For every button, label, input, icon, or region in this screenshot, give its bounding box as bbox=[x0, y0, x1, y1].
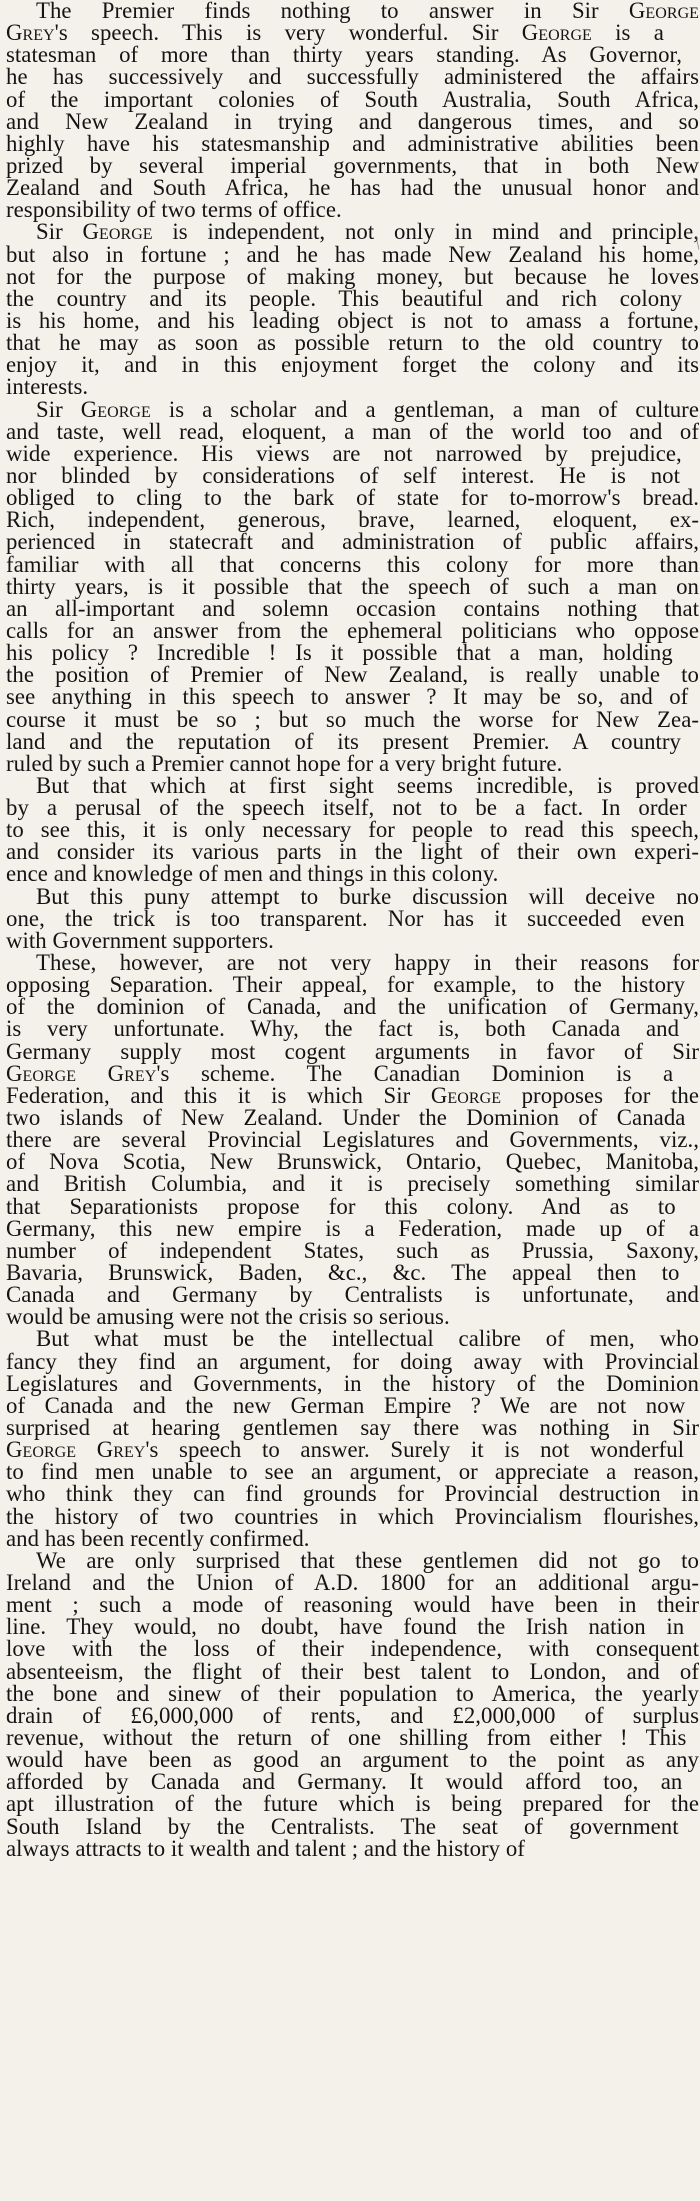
text-line: always attracts to it wealth and talent ; and the history of bbox=[6, 1835, 525, 1861]
text-line: is his home, and his leading object is not to amass a fortune, bbox=[6, 307, 699, 333]
text-line: one, the trick is too transparent. Nor has it succeeded even bbox=[6, 905, 685, 931]
text-line: But that which at first sight seems incredible, is proved bbox=[36, 772, 699, 798]
text-line: enjoy it, and in this enjoyment forget the colony and its bbox=[6, 352, 699, 378]
text-line: would be amusing were not the crisis so serious. bbox=[6, 1304, 450, 1330]
text-line: he has successively and successfully administered the affairs bbox=[6, 64, 699, 90]
text-line: wide experience. His views are not narrowed by prejudice, bbox=[6, 440, 682, 466]
text-line: Sir George is a scholar and a gentleman, a man of culture bbox=[36, 396, 699, 422]
text-line: calls for an answer from the ephemeral politicians who oppose bbox=[6, 617, 699, 643]
text-line: and New Zealand in trying and dangerous times, and so bbox=[6, 108, 699, 134]
text-line: two islands of New Zealand. Under the Dominion of Canada bbox=[6, 1105, 686, 1131]
text-line: Legislatures and Governments, in the history of the Dominion bbox=[6, 1370, 699, 1396]
text-line: absenteeism, the flight of their best talent to London, and of bbox=[6, 1658, 699, 1684]
text-line: there are several Provincial Legislatures and Governments, viz., bbox=[6, 1127, 699, 1153]
article-paragraph bbox=[6, 952, 699, 1328]
article-paragraph bbox=[6, 883, 699, 953]
text-line: ment ; such a mode of reasoning would have been in their bbox=[6, 1592, 699, 1618]
text-line: afforded by Canada and Germany. It would afford too, an bbox=[6, 1769, 683, 1795]
text-line: the position of Premier of New Zealand, is really unable to bbox=[6, 662, 699, 688]
article-paragraph bbox=[6, 1328, 699, 1549]
text-line: by a perusal of the speech itself, not to be a fact. In order bbox=[6, 795, 687, 821]
text-line: an all-important and solemn occasion contains nothing that bbox=[6, 595, 699, 621]
text-line: revenue, without the return of one shilling from either ! This bbox=[6, 1724, 687, 1750]
text-line: of the dominion of Canada, and the unification of Germany, bbox=[6, 994, 699, 1020]
text-line: apt illustration of the future which is being prepared for the bbox=[6, 1791, 699, 1817]
text-line: and consider its various parts in the light of their own experi- bbox=[6, 839, 699, 865]
text-line: the bone and sinew of their population to America, the yearly bbox=[6, 1680, 699, 1706]
text-line: thirty years, is it possible that the speech of such a man on bbox=[6, 573, 699, 599]
text-line: George Grey's speech to answer. Surely it is not wonderful bbox=[6, 1437, 685, 1463]
text-line: Grey's speech. This is very wonderful. Sir George is a bbox=[6, 20, 664, 46]
text-line: Zealand and South Africa, he has had the unusual honor and bbox=[6, 175, 699, 201]
text-line: fancy they find an argument, for doing away with Provincial bbox=[6, 1348, 699, 1374]
article-paragraph bbox=[6, 221, 699, 398]
text-line: Ireland and the Union of A.D. 1800 for an additional argu- bbox=[6, 1569, 699, 1595]
text-line: drain of £6,000,000 of rents, and £2,000,000 of surplus bbox=[6, 1702, 699, 1728]
text-line: Rich, independent, generous, brave, learned, eloquent, ex- bbox=[6, 507, 699, 533]
text-line: the country and its people. This beautiful and rich colony bbox=[6, 285, 683, 311]
text-line: nor blinded by considerations of self interest. He is not bbox=[6, 462, 680, 488]
article-paragraph bbox=[6, 772, 699, 887]
text-line: prized by several imperial governments, that in both New bbox=[6, 152, 699, 178]
text-line: of Canada and the new German Empire ? We are not now bbox=[6, 1392, 686, 1418]
text-line: familiar with all that concerns this colony for more than bbox=[6, 551, 699, 577]
text-line: Germany supply most cogent arguments in favor of Sir bbox=[6, 1038, 699, 1064]
article-column bbox=[6, 0, 699, 1860]
text-line: Bavaria, Brunswick, Baden, &c., &c. The appeal then to bbox=[6, 1260, 680, 1286]
text-line: We are only surprised that these gentlemen did not go to bbox=[36, 1547, 699, 1573]
text-line: see anything in this speech to answer ? It may be so, and of bbox=[6, 684, 689, 710]
text-line: but also in fortune ; and he has made New Zealand his home, bbox=[6, 241, 699, 267]
small-caps-name: Grey bbox=[96, 1437, 146, 1463]
text-line: South Island by the Centralists. The seat of government bbox=[6, 1813, 679, 1839]
text-line: perienced in statecraft and administration of public affairs, bbox=[6, 529, 699, 555]
text-line: Germany, this new empire is a Federation, made up of a bbox=[6, 1215, 699, 1241]
text-line: ence and knowledge of men and things in this colony. bbox=[6, 861, 499, 887]
small-caps-name: Grey bbox=[107, 1060, 157, 1086]
text-line: and has been recently confirmed. bbox=[6, 1525, 310, 1551]
small-caps-name: George bbox=[521, 20, 592, 46]
text-line: opposing Separation. Their appeal, for example, to the history bbox=[6, 972, 686, 998]
text-line: number of independent States, such as Prussia, Saxony, bbox=[6, 1237, 699, 1263]
text-line: of the important colonies of South Australia, South Africa, bbox=[6, 86, 699, 112]
text-line: love with the loss of their independence, with consequent bbox=[6, 1636, 699, 1662]
text-line: The Premier finds nothing to answer in Sir George bbox=[36, 0, 699, 23]
text-line: to find men unable to see an argument, or appreciate a reason, bbox=[6, 1459, 699, 1485]
text-line: not for the purpose of making money, but because he loves bbox=[6, 263, 699, 289]
text-line: that he may as soon as possible return to the old country to bbox=[6, 330, 699, 356]
text-line: statesman of more than thirty years standing. As Governor, bbox=[6, 42, 683, 68]
text-line: Sir George is independent, not only in mind and principle, bbox=[36, 219, 699, 245]
text-line: land and the reputation of its present Premier. A country bbox=[6, 728, 682, 754]
small-caps-name: George bbox=[6, 1060, 77, 1086]
article-paragraph bbox=[6, 396, 699, 776]
text-line: Federation, and this it is which Sir George proposes for the bbox=[6, 1082, 699, 1108]
small-caps-name: George bbox=[430, 1082, 502, 1108]
text-line: responsibility of two terms of office. bbox=[6, 197, 342, 223]
text-line: that Separationists propose for this colony. And as to bbox=[6, 1193, 676, 1219]
text-line: of Nova Scotia, New Brunswick, Ontario, Quebec, Manitoba, bbox=[6, 1149, 699, 1175]
small-caps-name: George bbox=[82, 219, 153, 245]
text-line: who think they can find grounds for Provincial destruction in bbox=[6, 1481, 699, 1507]
small-caps-name: George bbox=[6, 1437, 77, 1463]
text-line: obliged to cling to the bark of state for to-morrow's bread. bbox=[6, 485, 699, 511]
text-line: to see this, it is only necessary for people to read this speech, bbox=[6, 817, 699, 843]
text-line: is very unfortunate. Why, the fact is, both Canada and bbox=[6, 1016, 680, 1042]
small-caps-name: George bbox=[80, 396, 151, 422]
text-line: interests. bbox=[6, 374, 89, 400]
article-paragraph bbox=[6, 0, 699, 221]
text-line: But this puny attempt to burke discussion will deceive no bbox=[36, 883, 699, 909]
small-caps-name: Grey bbox=[6, 20, 55, 46]
text-line: Canada and Germany by Centralists is unfortunate, and bbox=[6, 1282, 699, 1308]
text-line: George Grey's scheme. The Canadian Dominion is a bbox=[6, 1060, 674, 1086]
text-line: and taste, well read, eloquent, a man of the world too and of bbox=[6, 418, 699, 444]
text-line: ruled by such a Premier cannot hope for a very bright future. bbox=[6, 750, 563, 776]
text-line: the history of two countries in which Provincialism flourishes, bbox=[6, 1503, 699, 1529]
text-line: with Government supporters. bbox=[6, 927, 274, 953]
text-line: These, however, are not very happy in their reasons for bbox=[36, 950, 699, 976]
text-line: and British Columbia, and it is precisely something similar bbox=[6, 1171, 699, 1197]
text-line: his policy ? Incredible ! Is it possible that a man, holding bbox=[6, 640, 673, 666]
text-line: course it must be so ; but so much the worse for New Zea- bbox=[6, 706, 699, 732]
text-line: highly have his statesmanship and administrative abilities been bbox=[6, 130, 699, 156]
text-line: But what must be the intellectual calibre of men, who bbox=[36, 1326, 699, 1352]
article-paragraph bbox=[6, 1547, 699, 1861]
text-line: surprised at hearing gentlemen say there was nothing in Sir bbox=[6, 1415, 699, 1440]
text-line: would have been as good an argument to the point as any bbox=[6, 1747, 699, 1773]
small-caps-name: George bbox=[628, 0, 699, 23]
text-line: line. They would, no doubt, have found the Irish nation in bbox=[6, 1614, 685, 1640]
